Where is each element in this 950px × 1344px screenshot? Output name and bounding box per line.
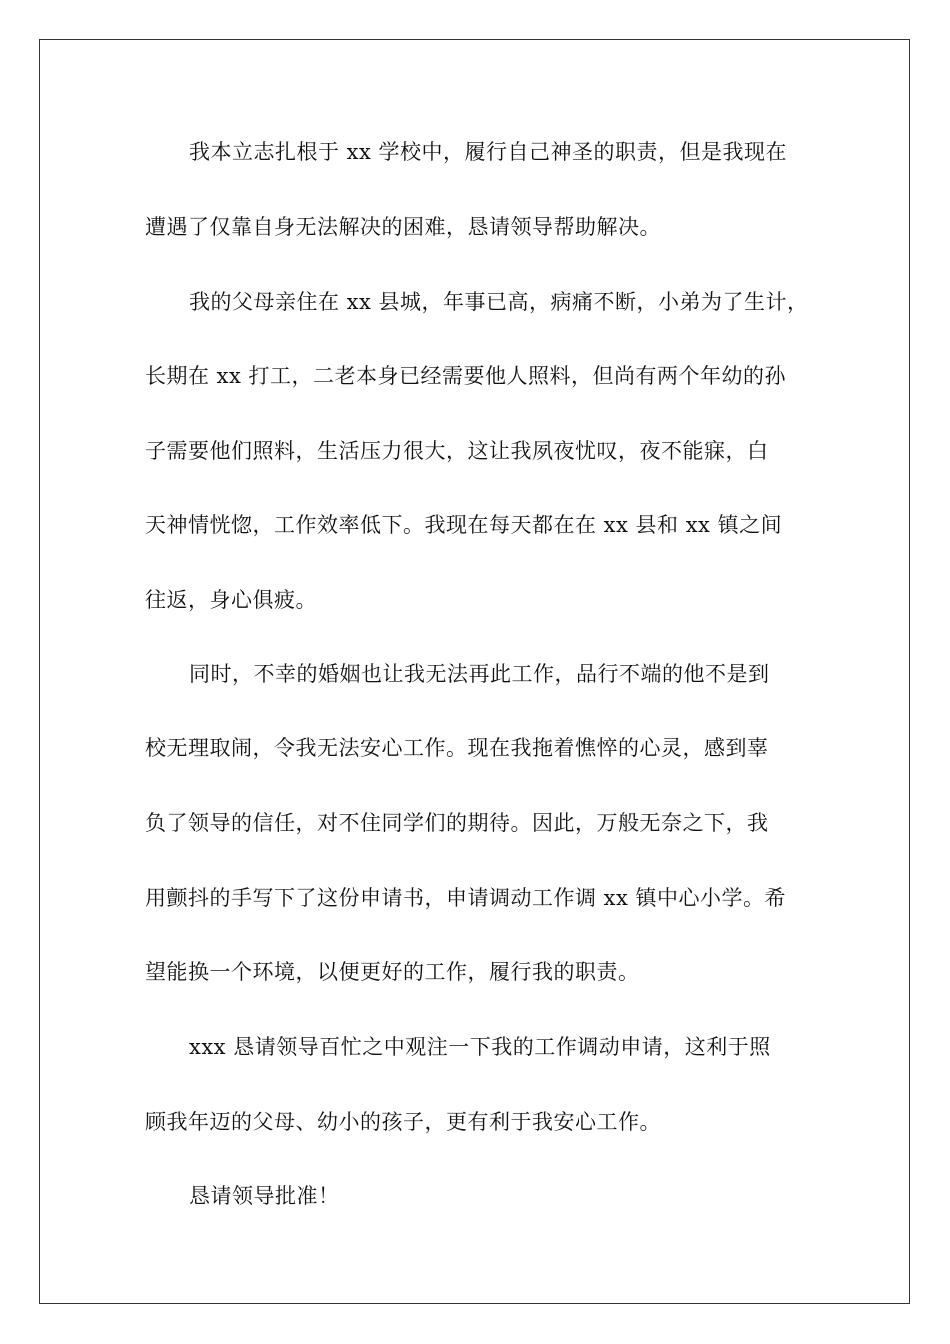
paragraph-2-line-3: 子需要他们照料，生活压力很大，这让我夙夜忧叹，夜不能寐，白 — [145, 439, 769, 463]
closing-request-line: 恳请领导批准！ — [189, 1184, 340, 1208]
paragraph-1-line-1: 我本立志扎根于 xx 学校中，履行自己神圣的职责，但是我现在 — [189, 140, 788, 164]
paragraph-2-line-1: 我的父母亲住在 xx 县城，年事已高，病痛不断，小弟为了生计， — [189, 290, 809, 314]
paragraph-3-line-5: 望能换一个环境，以便更好的工作，履行我的职责。 — [145, 960, 640, 984]
paragraph-3-line-2: 校无理取闹，令我无法安心工作。现在我拖着憔悴的心灵，感到辜 — [145, 736, 769, 760]
paragraph-3-line-1: 同时，不幸的婚姻也让我无法再此工作，品行不端的他不是到 — [189, 662, 770, 686]
paragraph-1-line-2: 遭遇了仅靠自身无法解决的困难，恳请领导帮助解决。 — [145, 215, 661, 239]
paragraph-3-line-3: 负了领导的信任，对不住同学们的期待。因此，万般无奈之下，我 — [145, 811, 769, 835]
paragraph-2-line-4: 天神情恍惚，工作效率低下。我现在每天都在在 xx 县和 xx 镇之间 — [145, 513, 783, 537]
paragraph-3-line-4: 用颤抖的手写下了这份申请书，申请调动工作调 xx 镇中心小学。希 — [145, 886, 787, 910]
paragraph-4-line-2: 顾我年迈的父母、幼小的孩子，更有利于我安心工作。 — [145, 1110, 661, 1134]
paragraph-2-line-2: 长期在 xx 打工，二老本身已经需要他人照料，但尚有两个年幼的孙 — [145, 364, 787, 388]
paragraph-4-line-1: xxx 恳请领导百忙之中观注一下我的工作调动申请，这利于照 — [189, 1035, 771, 1059]
paragraph-2-line-5: 往返，身心俱疲。 — [145, 588, 317, 612]
